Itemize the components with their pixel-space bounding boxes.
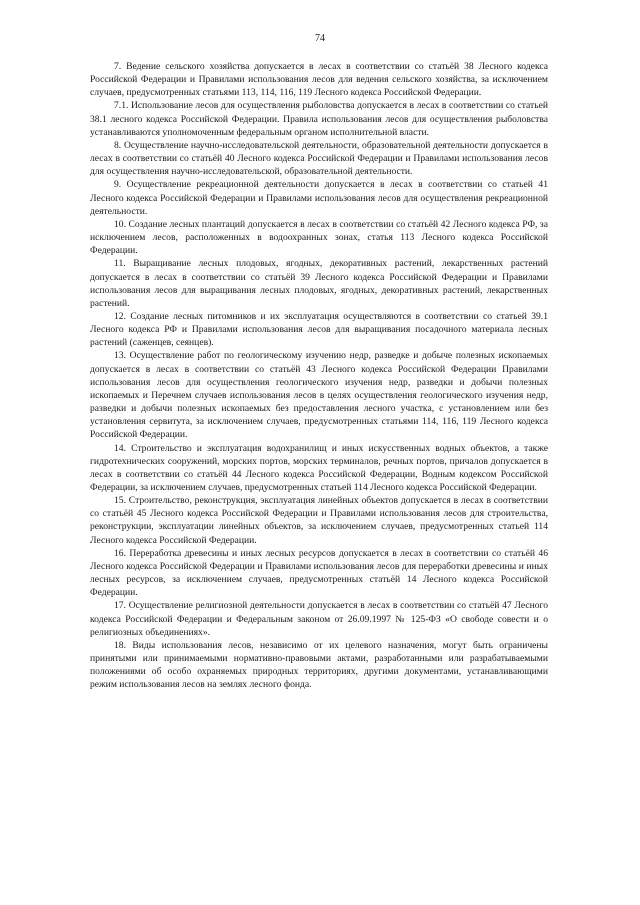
paragraph-13: 13. Осуществление работ по геологическому изучению недр, разведке и добыче полезных ископаемых допускается в лесах в соответствии со статьёй 43 Лесного кодекса Российской Федерации Правилами использования лесов для осуществления геологического изучения недр, разведки и добычи полезных ископаемых и Перечнем случаев использования лесов в целях осуществления геологического изучения недр, разведки и добычи полезных ископаемых без предоставления лесного участка, с установлением или без установления сервитута, за исключением случаев, предусмотренных статьями 114, 116, 119 Лесного кодекса Российской Федерации. — [90, 350, 548, 441]
document-body — [90, 60, 548, 692]
paragraph-14: 14. Строительство и эксплуатация водохранилищ и иных искусственных водных объектов, а также гидротехнических сооружений, морских портов, морских терминалов, речных портов, причалов допускается в лесах в соответствии со статьёй 44 Лесного кодекса Российской Федерации, Водным кодексом Российской Федерации, за исключением случаев, предусмотренных статьей 114 Лесного кодекса Российской Федерации. — [90, 442, 548, 493]
paragraph-15: 15. Строительство, реконструкция, эксплуатация линейных объектов допускается в лесах в соответствии со статьёй 45 Лесного кодекса Российской Федерации и Правилами использования лесов для строительства, реконструкции, эксплуатации линейных объектов, за исключением случаев, предусмотренных статьей 114 Лесного кодекса Российской Федерации. — [90, 495, 548, 546]
paragraph-7: 7. Ведение сельского хозяйства допускается в лесах в соответствии со статьёй 38 Лесного кодекса Российской Федерации и Правилами использования лесов для ведения сельского хозяйства, за исключением случаев, предусмотренных статьями 113, 114, 116, 119 Лесного кодекса Российской Федерации. — [90, 61, 548, 99]
paragraph-11: 11. Выращивание лесных плодовых, ягодных, декоративных растений, лекарственных растений допускается в лесах в соответствии со статьёй 39 Лесного кодекса Российской Федерации и Правилами использования лесов для выращивания лесных плодовых, ягодных, декоративных растений, лекарственных растений. — [90, 258, 548, 309]
paragraph-12: 12. Создание лесных питомников и их эксплуатация осуществляются в соответствии со статьей 39.1 Лесного кодекса РФ и Правилами использования лесов для выращивания посадочного материала лесных растений (саженцев, сеянцев). — [90, 310, 548, 349]
paragraph-17: 17. Осуществление религиозной деятельности допускается в лесах в соответствии со статьёй 47 Лесного кодекса Российской Федерации и Федеральным законом от 26.09.1997 № 125-ФЗ «О свободе совести и о религиозных объединениях». — [90, 600, 548, 638]
paragraph-7-1: 7.1. Использование лесов для осуществления рыболовства допускается в лесах в соответствии со статьей 38.1 лесного кодекса Российской Федерации. Правила использования лесов для осуществления рыболовства устанавливаются уполномоченным федеральным органом исполнительной власти. — [90, 100, 548, 138]
paragraph-18: 18. Виды использования лесов, независимо от их целевого назначения, могут быть ограничены принятыми или принимаемыми нормативно-правовыми актами, разработанными или разрабатываемыми положениями об особо охраняемых природных территориях, другими документами, устанавливающими режим использования лесов на землях лесного фонда. — [90, 639, 548, 691]
paragraph-16: 16. Переработка древесины и иных лесных ресурсов допускается в лесах в соответствии со статьёй 46 Лесного кодекса Российской Федерации и Правилами использования лесов для переработки древесины и иных лесных ресурсов, за исключением случаев, предусмотренных статьёй 14 Лесного кодекса Российской Федерации. — [90, 547, 548, 599]
paragraph-9: 9. Осуществление рекреационной деятельности допускается в лесах в соответствии со статьей 41 Лесного кодекса Российской Федерации и Правилами использования лесов для осуществления рекреационной деятельности. — [90, 179, 548, 217]
paragraph-10: 10. Создание лесных плантаций допускается в лесах в соответствии со статьёй 42 Лесного кодекса РФ, за исключением лесов, расположенных в водоохранных зонах, статья 113 Лесного кодекса Российской Федерации. — [90, 218, 548, 257]
paragraph-8: 8. Осуществление научно-исследовательской деятельности, образовательной деятельности допускается в лесах в соответствии со статьёй 40 Лесного кодекса Российской Федерации и Правилами использования лесов для осуществления научно-исследовательской, образовательной деятельности. — [90, 139, 548, 178]
page-number: 74 — [315, 33, 325, 44]
